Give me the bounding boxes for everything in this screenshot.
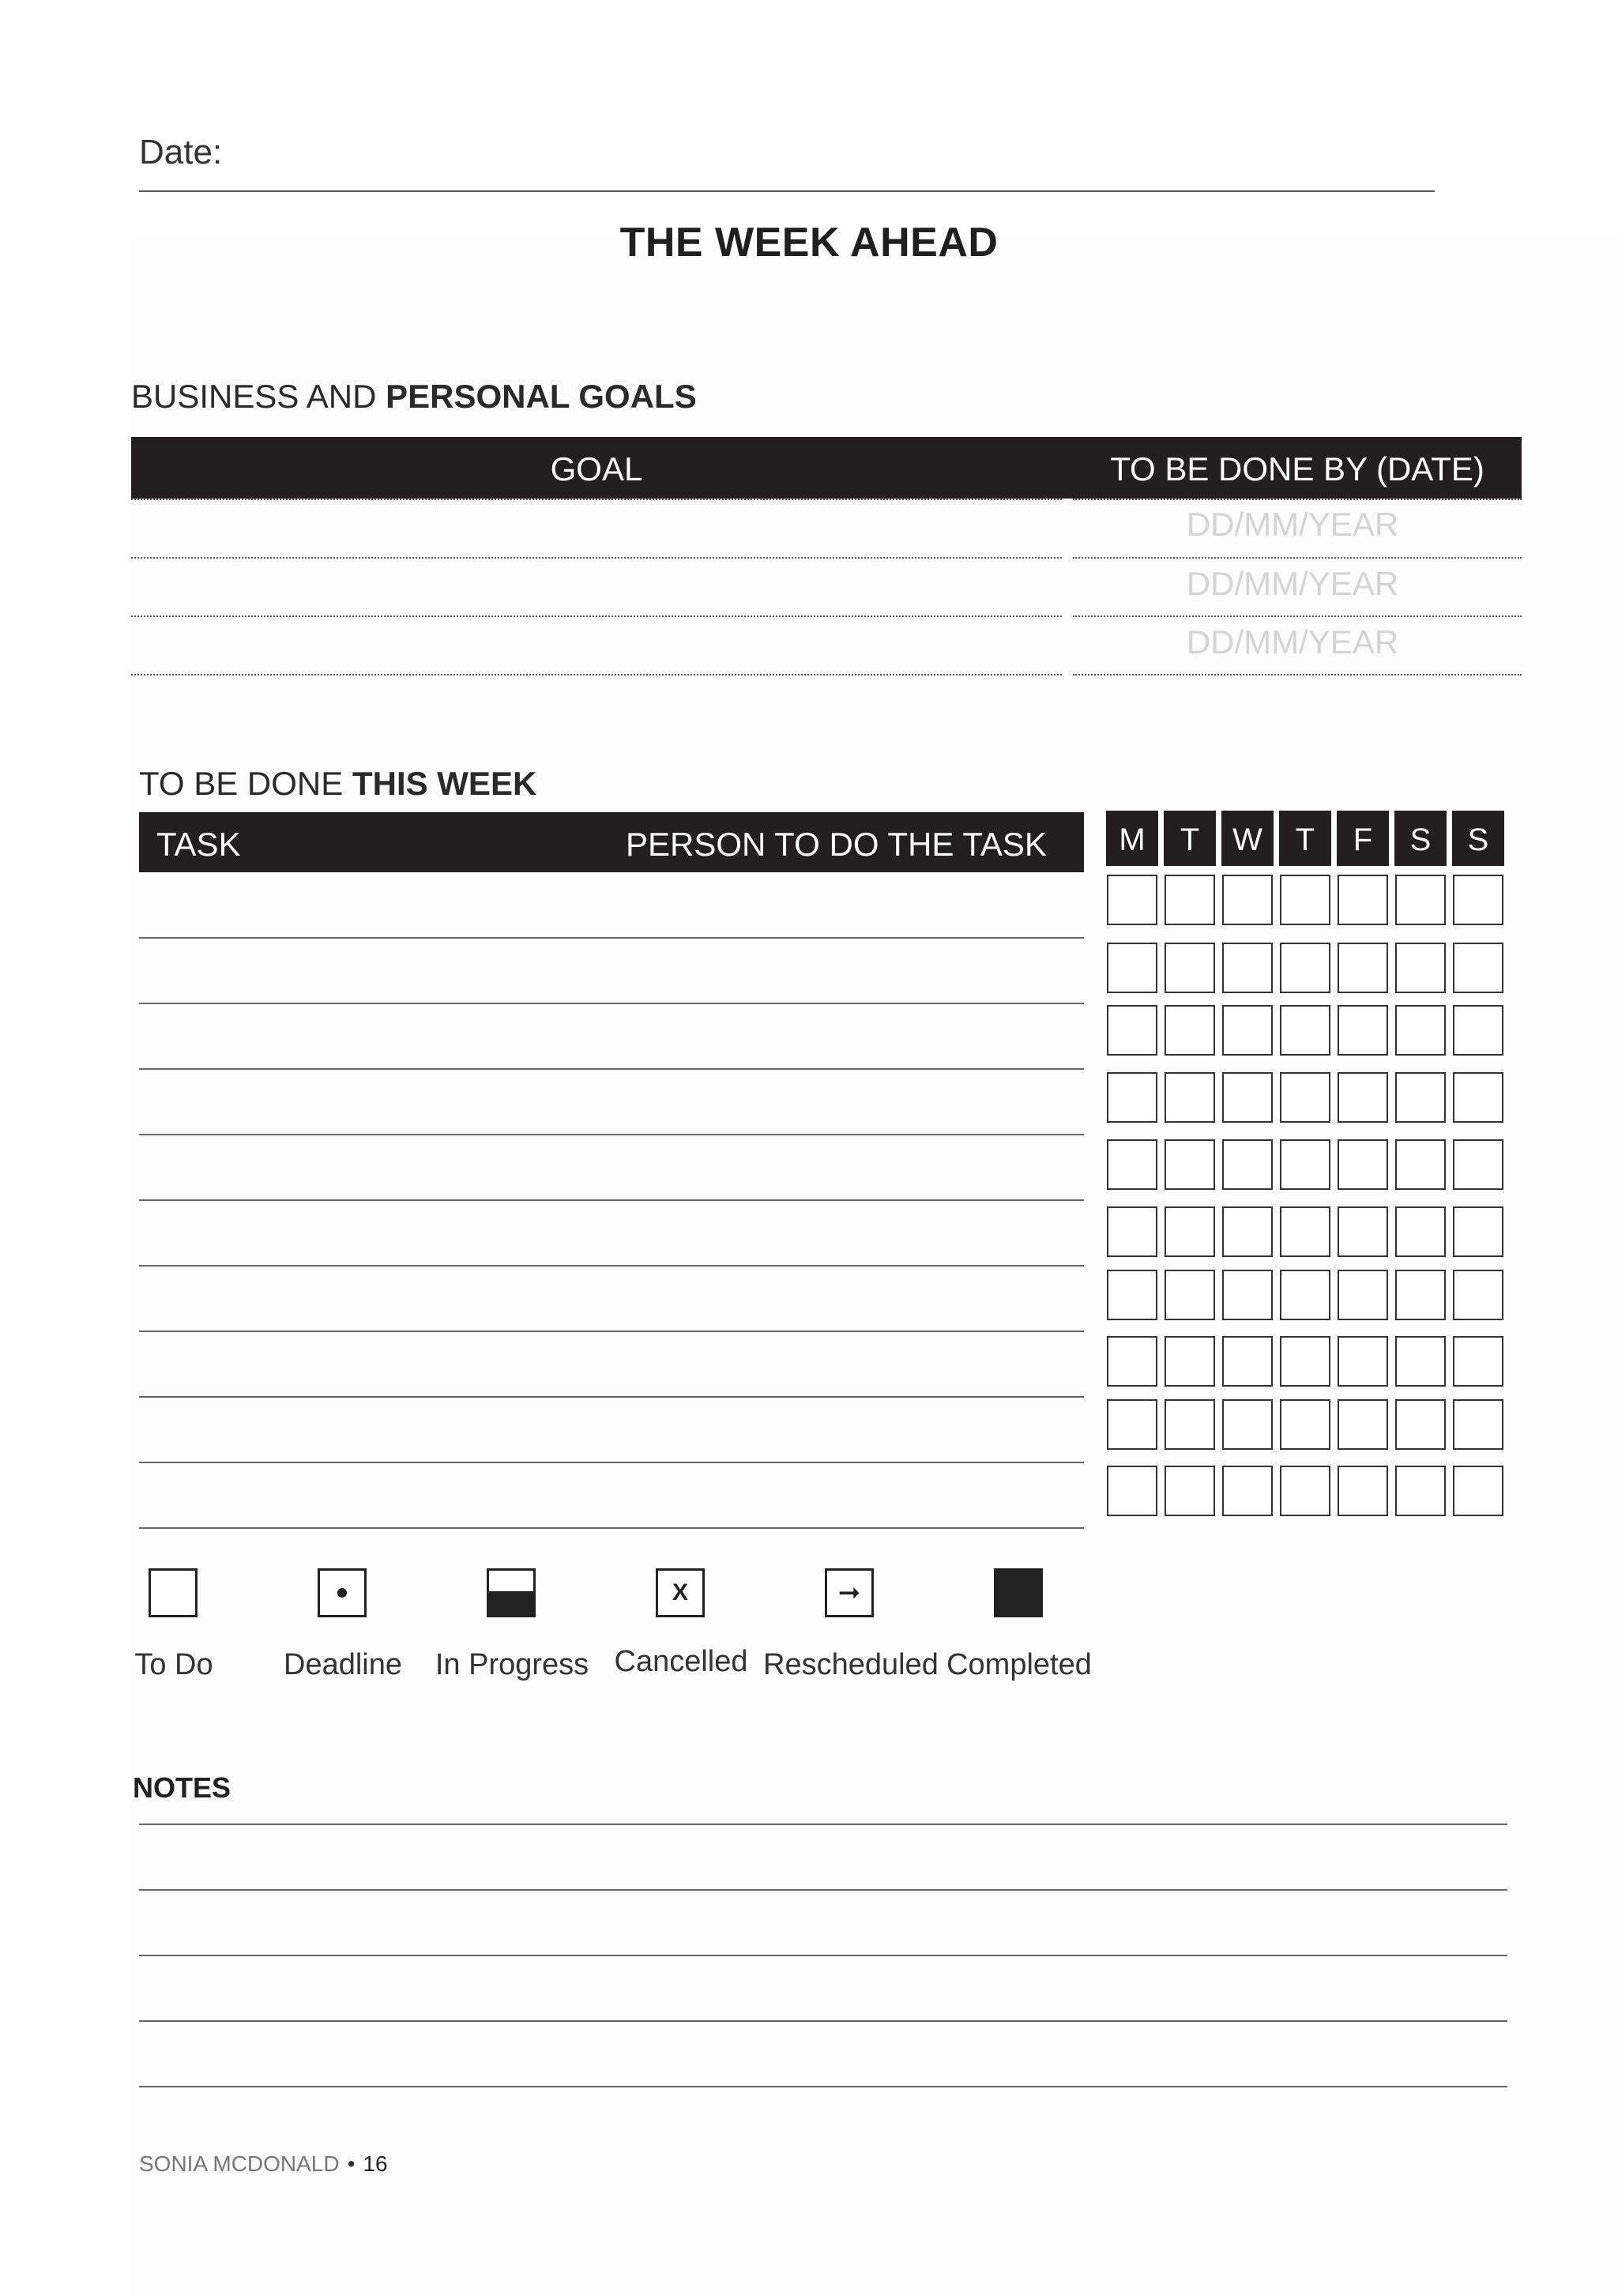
filled-box-icon <box>994 1568 1043 1617</box>
day-checkbox[interactable] <box>1338 875 1388 925</box>
day-checkbox[interactable] <box>1453 1206 1503 1257</box>
legend-label-cancelled: Cancelled <box>614 1645 748 1678</box>
day-checkbox[interactable] <box>1222 943 1273 993</box>
day-checkbox[interactable] <box>1107 875 1157 925</box>
notes-line[interactable] <box>139 1955 1507 1956</box>
day-checkbox[interactable] <box>1222 1005 1273 1056</box>
day-checkbox[interactable] <box>1395 1206 1446 1257</box>
day-checkbox[interactable] <box>1453 943 1503 993</box>
day-checkbox[interactable] <box>1165 875 1215 925</box>
tasks-title-light: TO BE DONE <box>139 765 352 802</box>
legend-label-todo: To Do <box>134 1648 213 1681</box>
legend-label-completed: Completed <box>946 1648 1092 1681</box>
x-mark: X <box>672 1579 688 1605</box>
day-checkbox[interactable] <box>1453 1072 1503 1123</box>
day-checkbox[interactable] <box>1107 1139 1157 1190</box>
day-checkbox[interactable] <box>1395 1399 1446 1450</box>
day-checkbox[interactable] <box>1395 1336 1446 1387</box>
day-header: S <box>1394 811 1447 866</box>
day-checkbox[interactable] <box>1453 1336 1503 1387</box>
day-header: T <box>1164 811 1216 866</box>
goals-title-bold: PERSONAL GOALS <box>386 378 697 415</box>
task-row-line[interactable] <box>139 1265 1084 1267</box>
day-checkbox[interactable] <box>1338 1005 1388 1056</box>
day-checkbox[interactable] <box>1395 1139 1446 1190</box>
day-checkbox[interactable] <box>1338 1399 1388 1450</box>
day-checkbox[interactable] <box>1165 1005 1215 1056</box>
goal-date-3[interactable]: DD/MM/YEAR <box>1186 623 1399 661</box>
goals-section-title <box>131 378 697 416</box>
tasks-section-title <box>139 765 536 803</box>
day-checkbox[interactable] <box>1165 1072 1215 1123</box>
task-row-line[interactable] <box>139 1134 1084 1135</box>
footer-bullet: • <box>347 2151 356 2176</box>
day-checkbox[interactable] <box>1165 1206 1215 1257</box>
day-checkbox[interactable] <box>1222 1206 1273 1257</box>
date-label: Date: <box>139 133 223 171</box>
day-checkbox[interactable] <box>1395 875 1446 925</box>
day-checkbox[interactable] <box>1395 943 1446 993</box>
dot-box-icon <box>318 1568 367 1617</box>
notes-line[interactable] <box>139 2086 1507 2087</box>
notes-line[interactable] <box>139 2020 1507 2022</box>
day-checkbox[interactable] <box>1222 1139 1273 1190</box>
day-header: T <box>1279 811 1331 866</box>
legend-label-deadline: Deadline <box>284 1648 402 1681</box>
tasks-title-bold: THIS WEEK <box>352 765 537 802</box>
day-checkbox[interactable] <box>1338 1072 1388 1123</box>
day-checkbox[interactable] <box>1395 1072 1446 1123</box>
day-checkbox[interactable] <box>1338 1139 1388 1190</box>
notes-line[interactable] <box>139 1824 1507 1825</box>
day-checkbox[interactable] <box>1338 1336 1388 1387</box>
day-checkbox[interactable] <box>1395 1466 1446 1516</box>
task-row-line[interactable] <box>139 1462 1084 1463</box>
date-input-line[interactable] <box>139 190 1435 192</box>
task-row-line[interactable] <box>139 1527 1084 1529</box>
day-checkbox[interactable] <box>1165 1270 1215 1320</box>
day-checkbox[interactable] <box>1280 875 1330 925</box>
person-column-header: PERSON TO DO THE TASK <box>626 826 1047 863</box>
day-checkbox[interactable] <box>1395 1270 1446 1320</box>
day-checkbox[interactable] <box>1453 1139 1503 1190</box>
day-checkbox[interactable] <box>1280 1399 1330 1450</box>
footer-author: SONIA MCDONALD <box>139 2151 340 2176</box>
day-checkbox[interactable] <box>1395 1005 1446 1056</box>
page-number: 16 <box>363 2151 388 2176</box>
goal-row-divider <box>1073 499 1522 500</box>
goal-date-1[interactable]: DD/MM/YEAR <box>1186 506 1399 543</box>
due-date-column-header: TO BE DONE BY (DATE) <box>1110 450 1484 487</box>
goal-input-1[interactable] <box>131 500 1062 557</box>
arrow-box-icon <box>825 1568 874 1617</box>
goals-title-light: BUSINESS AND <box>131 378 386 415</box>
page-title: THE WEEK AHEAD <box>619 220 999 265</box>
day-checkbox[interactable] <box>1222 1466 1273 1516</box>
day-checkbox[interactable] <box>1453 1399 1503 1450</box>
day-checkbox[interactable] <box>1280 1336 1330 1387</box>
empty-box-icon <box>149 1568 198 1617</box>
day-checkbox[interactable] <box>1222 1399 1273 1450</box>
day-checkbox[interactable] <box>1107 1072 1157 1123</box>
day-checkbox[interactable] <box>1280 1139 1330 1190</box>
day-checkbox[interactable] <box>1107 1270 1157 1320</box>
task-row-line[interactable] <box>139 1396 1084 1398</box>
tasks-table-header <box>139 812 1084 872</box>
day-checkbox[interactable] <box>1222 875 1273 925</box>
day-checkbox[interactable] <box>1165 1466 1215 1516</box>
task-row-line[interactable] <box>139 937 1084 939</box>
day-checkbox[interactable] <box>1280 943 1330 993</box>
day-checkbox[interactable] <box>1165 943 1215 993</box>
goal-input-3[interactable] <box>131 617 1062 674</box>
goal-date-2[interactable]: DD/MM/YEAR <box>1186 565 1399 602</box>
goal-row-line <box>131 674 1062 676</box>
day-checkbox[interactable] <box>1453 1466 1503 1516</box>
day-checkbox[interactable] <box>1107 1399 1157 1450</box>
half-filled-box-icon <box>487 1568 536 1617</box>
day-header: M <box>1106 811 1158 866</box>
day-checkbox[interactable] <box>1453 875 1503 925</box>
day-checkbox[interactable] <box>1453 1005 1503 1056</box>
day-checkbox[interactable] <box>1107 1005 1157 1056</box>
day-checkbox[interactable] <box>1107 1466 1157 1516</box>
day-checkbox[interactable] <box>1453 1270 1503 1320</box>
goal-row-line <box>1073 557 1522 559</box>
task-row-line[interactable] <box>139 1068 1084 1070</box>
goals-table-header <box>131 437 1522 499</box>
goal-input-2[interactable] <box>131 559 1062 615</box>
day-checkbox[interactable] <box>1165 1336 1215 1387</box>
day-checkbox[interactable] <box>1222 1072 1273 1123</box>
x-box-icon <box>656 1568 705 1617</box>
day-checkbox[interactable] <box>1338 1270 1388 1320</box>
footer <box>139 2151 388 2177</box>
goal-row-line <box>1073 674 1522 676</box>
day-checkbox[interactable] <box>1338 943 1388 993</box>
notes-title: NOTES <box>133 1771 231 1804</box>
goal-row-line <box>1073 615 1522 617</box>
day-header: W <box>1221 811 1274 866</box>
day-checkbox[interactable] <box>1222 1336 1273 1387</box>
goal-column-header: GOAL <box>550 450 643 487</box>
day-checkbox[interactable] <box>1107 1206 1157 1257</box>
day-checkbox[interactable] <box>1107 943 1157 993</box>
day-checkbox[interactable] <box>1280 1072 1330 1123</box>
legend-label-rescheduled: Rescheduled <box>763 1648 939 1681</box>
day-checkbox[interactable] <box>1280 1466 1330 1516</box>
arrow-mark: ➞ <box>837 1578 861 1608</box>
day-checkbox[interactable] <box>1280 1270 1330 1320</box>
day-checkbox[interactable] <box>1280 1005 1330 1056</box>
task-row-line[interactable] <box>139 1199 1084 1201</box>
day-checkbox[interactable] <box>1338 1466 1388 1516</box>
day-checkbox[interactable] <box>1280 1206 1330 1257</box>
task-row-line[interactable] <box>139 1331 1084 1332</box>
day-header: F <box>1337 811 1389 866</box>
day-checkbox[interactable] <box>1165 1139 1215 1190</box>
task-row-line[interactable] <box>139 1003 1084 1004</box>
day-checkbox[interactable] <box>1107 1336 1157 1387</box>
day-checkbox[interactable] <box>1338 1206 1388 1257</box>
day-checkbox[interactable] <box>1222 1270 1273 1320</box>
task-column-header: TASK <box>156 826 241 863</box>
notes-line[interactable] <box>139 1889 1507 1891</box>
day-checkbox[interactable] <box>1165 1399 1215 1450</box>
day-header: S <box>1452 811 1504 866</box>
legend-label-in-progress: In Progress <box>435 1648 589 1681</box>
